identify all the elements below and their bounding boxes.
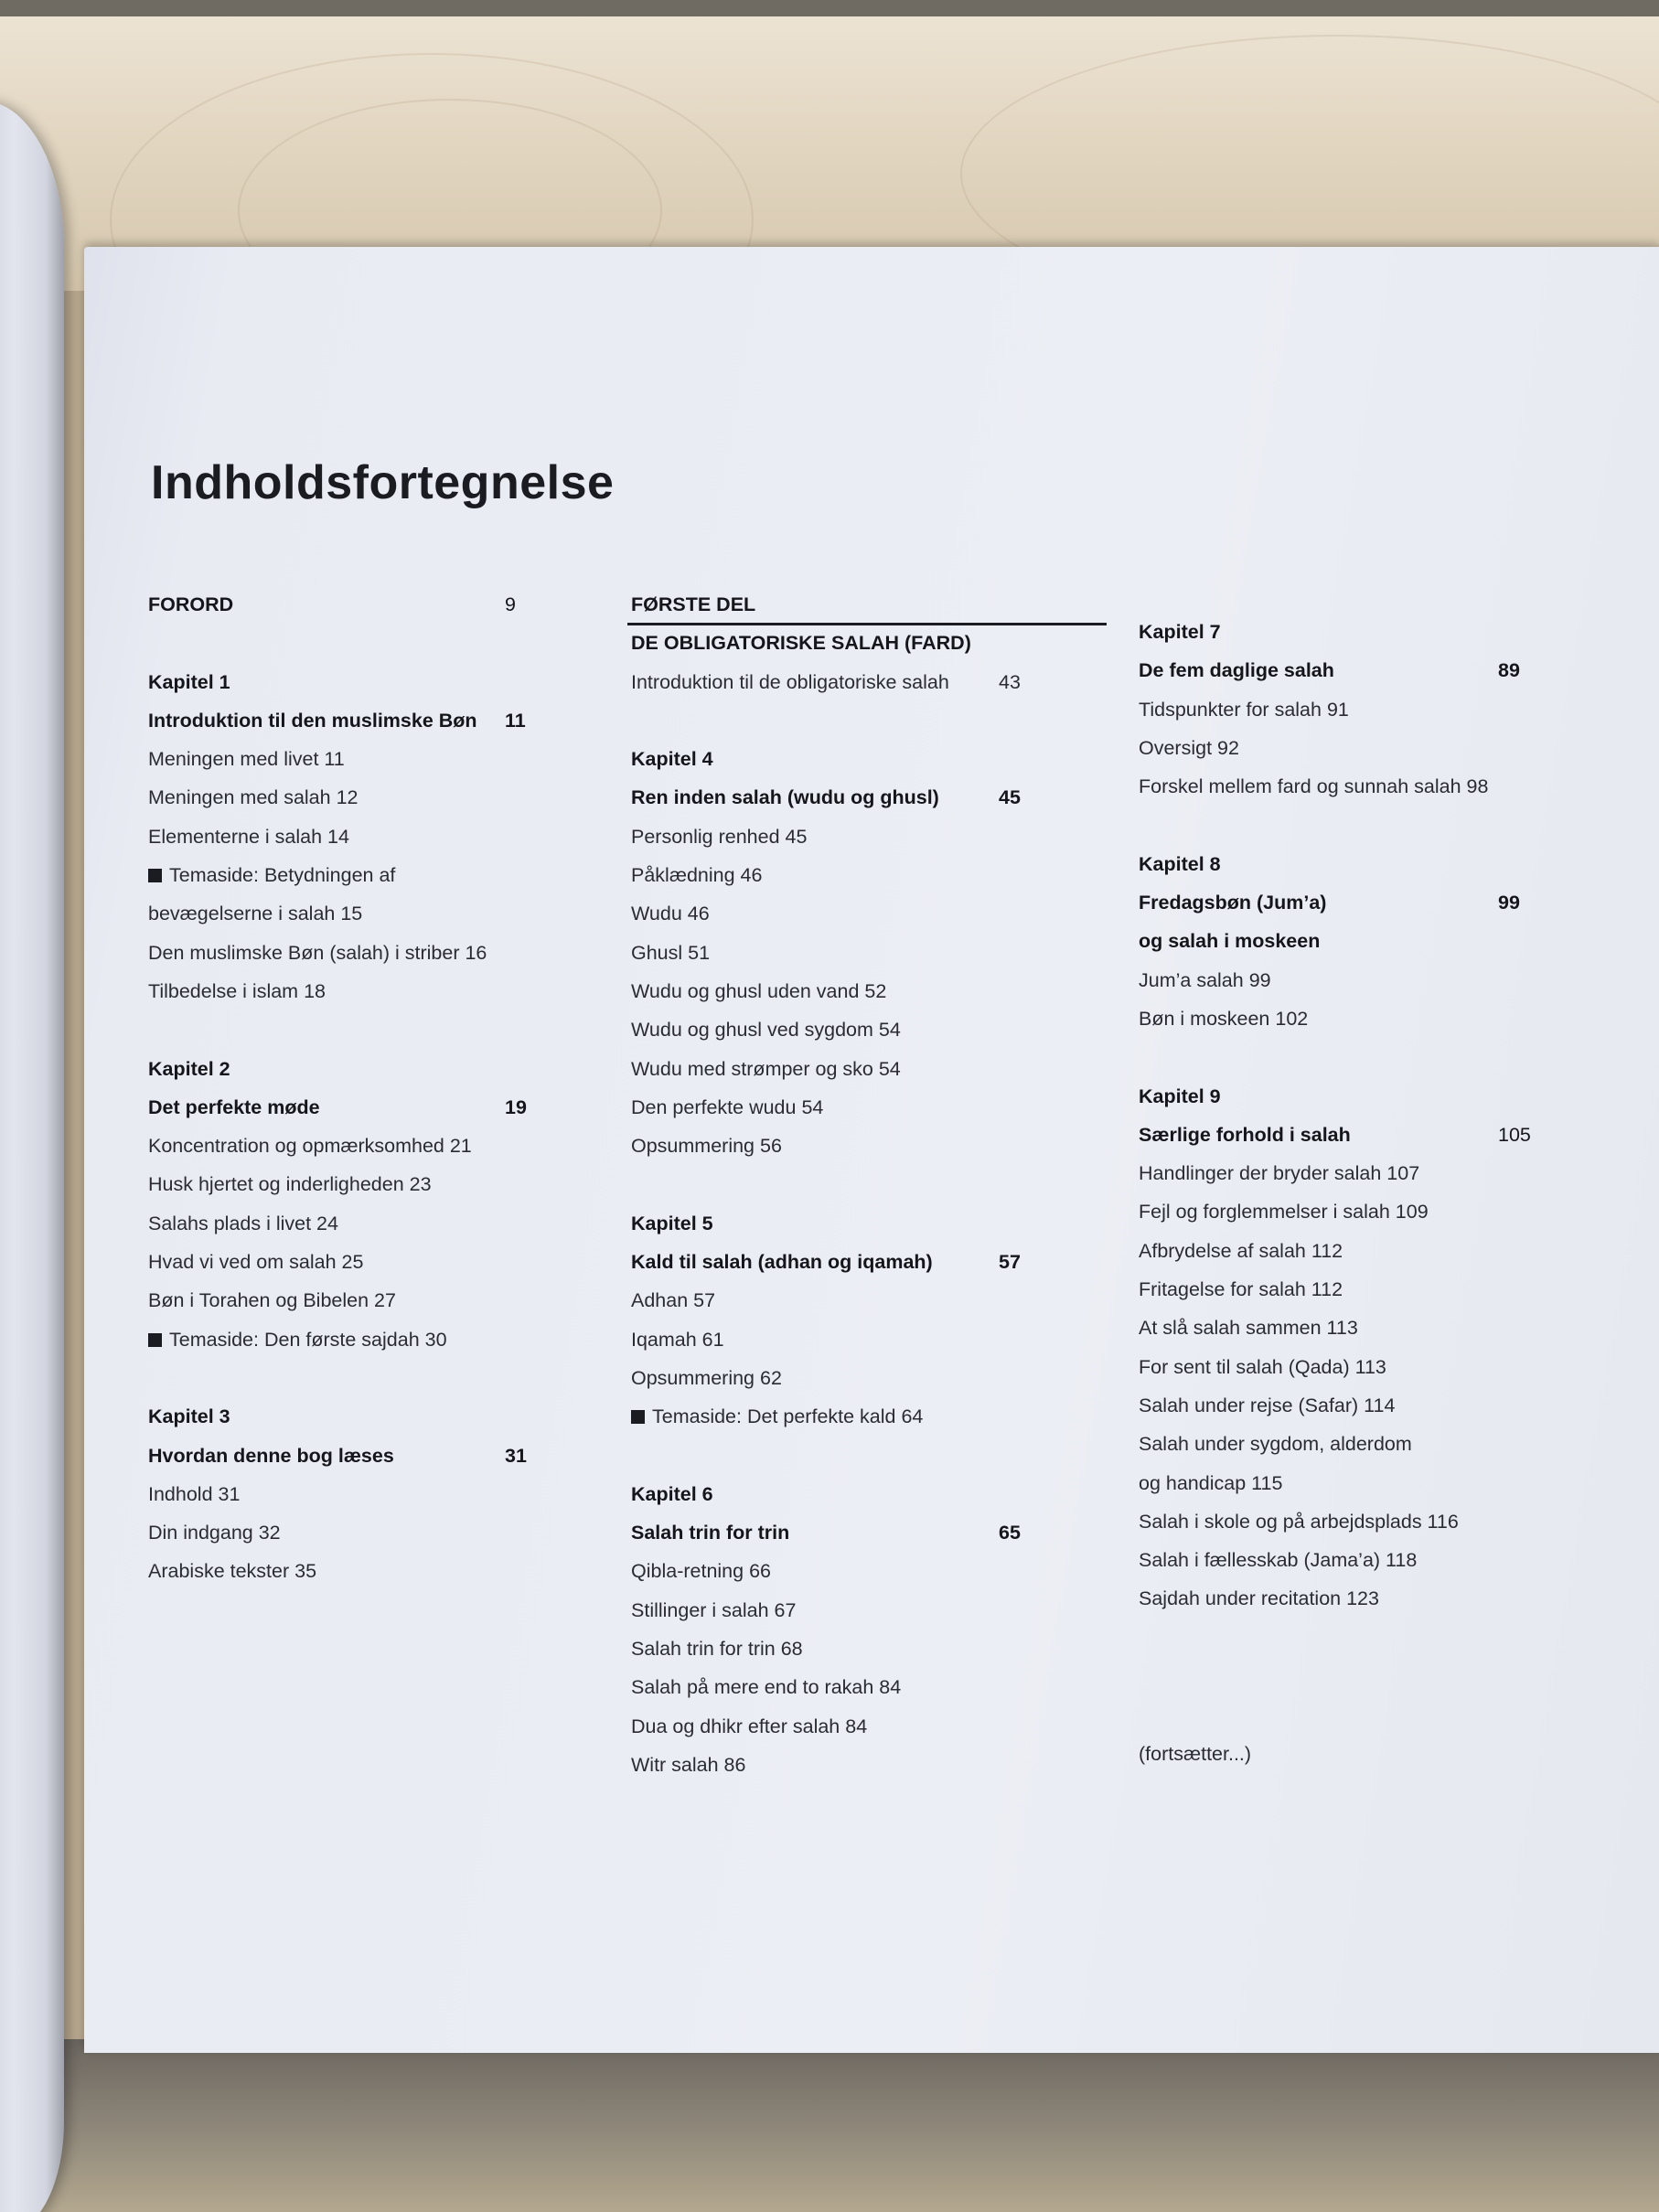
toc-entry [631,934,1107,972]
toc-page-number: 99 [1498,892,1520,914]
toc-heading [148,701,532,740]
theme-page-bullet-icon [148,869,162,882]
toc-page-number: 19 [505,1095,527,1118]
toc-entry [1139,690,1550,729]
toc-entry-text: Jum’a salah 99 [1139,968,1271,991]
toc-heading [148,1088,532,1127]
toc-entry-text: Kapitel 3 [148,1405,230,1428]
toc-entry-text: Oversigt 92 [1139,736,1239,759]
toc-entry [1139,1425,1550,1463]
toc-entry-text: Temaside: Betydningen af [169,864,396,887]
toc-entry-text: Wudu og ghusl ved sygdom 54 [631,1019,901,1042]
toc-entry [631,1746,1107,1784]
toc-entry [148,1204,532,1243]
toc-entry [631,1668,1107,1706]
toc-entry-text: Ren inden salah (wudu og ghusl) [631,786,939,809]
toc-entry-text: Kapitel 7 [1139,621,1221,643]
toc-spacer [1139,806,1550,844]
toc-entry-text: Kapitel 9 [1139,1085,1221,1107]
toc-column-3 [1139,613,1550,1773]
toc-entry [148,1127,532,1165]
toc-entry-text: Personlig renhed 45 [631,825,808,848]
toc-heading [631,778,1107,817]
toc-entry-text: Temaside: Den første sajdah 30 [169,1328,447,1351]
toc-entry-text: Kapitel 1 [148,670,230,693]
toc-entry-text: Kapitel 4 [631,748,713,771]
toc-heading [1139,1077,1550,1116]
toc-heading [1139,613,1550,651]
toc-entry-text: Din indgang 32 [148,1522,281,1544]
toc-entry-text: Handlinger der bryder salah 107 [1139,1162,1420,1185]
toc-entry [1139,1348,1550,1386]
toc-entry [1139,961,1550,999]
toc-entry [631,856,1107,894]
toc-page-number: 89 [1498,659,1520,682]
toc-entry-text: Fejl og forglemmelser i salah 109 [1139,1201,1429,1224]
toc-entry [631,1552,1107,1590]
toc-heading [631,624,1107,662]
toc-entry-text: Den muslimske Bøn (salah) i striber 16 [148,941,487,964]
toc-entry-text: At slå salah sammen 113 [1139,1317,1358,1340]
toc-entry-text: Tidspunkter for salah 91 [1139,698,1349,721]
toc-entry-text: Kald til salah (adhan og iqamah) [631,1251,933,1274]
toc-entry-text: Kapitel 5 [631,1212,713,1234]
toc-entry [148,1475,532,1513]
toc-entry-text: Hvad vi ved om salah 25 [148,1251,364,1274]
toc-heading [1139,651,1550,689]
toc-entry [148,972,532,1010]
toc-entry-text: (fortsætter...) [1139,1742,1252,1765]
toc-entry [148,1243,532,1281]
toc-heading [631,1513,1107,1552]
toc-heading [1139,883,1550,922]
toc-entry-text: Sajdah under recitation 123 [1139,1587,1379,1610]
toc-page-number: 45 [999,786,1021,809]
toc-entry-text: Introduktion til de obligatoriske salah [631,670,949,693]
toc-entry [1139,1579,1550,1618]
toc-entry [148,1552,532,1590]
toc-entry [1139,1270,1550,1309]
toc-heading [148,1437,532,1475]
toc-entry-text: Tilbedelse i islam 18 [148,979,326,1002]
toc-heading [148,585,532,624]
toc-entry-text: Wudu 46 [631,903,710,925]
toc-entry-text: Hvordan denne bog læses [148,1444,394,1467]
toc-entry-text: Stillinger i salah 67 [631,1598,797,1621]
toc-entry [148,1281,532,1320]
toc-page-number: 31 [505,1444,527,1467]
toc-entry-text: Bøn i Torahen og Bibelen 27 [148,1289,396,1312]
toc-entry-text: Særlige forhold i salah [1139,1123,1351,1146]
toc-entry [1139,999,1550,1038]
toc-entry-text: Introduktion til den muslimske Bøn [148,709,477,732]
toc-entry [1139,1386,1550,1425]
toc-entry [148,778,532,817]
toc-entry [148,1165,532,1203]
toc-heading [631,585,1107,624]
toc-spacer [148,1010,532,1049]
toc-entry-text: og handicap 115 [1139,1471,1283,1494]
toc-entry-text: Opsummering 62 [631,1366,782,1389]
toc-entry-text: Den perfekte wudu 54 [631,1095,824,1118]
toc-entry-text: Opsummering 56 [631,1135,782,1158]
toc-heading [148,1050,532,1088]
toc-spacer [631,1437,1107,1475]
toc-entry-text: Witr salah 86 [631,1753,746,1776]
toc-entry-text: bevægelserne i salah 15 [148,903,363,925]
toc-entry-text: FØRSTE DEL [631,593,756,615]
toc-page-number: 11 [505,709,526,732]
toc-page-number: 9 [505,593,516,615]
toc-entry-text: Fredagsbøn (Jum’a) [1139,892,1327,914]
toc-entry [1139,1502,1550,1541]
toc-entry [631,1591,1107,1630]
toc-entry [148,1320,532,1359]
table-shadow-area [0,2039,1659,2212]
toc-entry-text: Kapitel 2 [148,1057,230,1080]
toc-entry-text: Indhold 31 [148,1482,241,1505]
toc-entry [1139,1232,1550,1270]
toc-entry-text: Meningen med livet 11 [148,748,345,771]
theme-page-bullet-icon [631,1410,645,1424]
toc-spacer [1139,1657,1550,1695]
toc-entry-text: Salah under sygdom, alderdom [1139,1433,1412,1456]
toc-heading [631,1475,1107,1513]
toc-entry-text: Iqamah 61 [631,1328,724,1351]
toc-entry [631,972,1107,1010]
toc-entry-text: Salah trin for trin [631,1522,790,1544]
page-title: Indholdsfortegnelse [151,456,615,509]
background-edge [0,0,1659,16]
toc-spacer [148,1359,532,1397]
toc-spacer [1139,1695,1550,1734]
toc-entry [1139,1192,1550,1231]
toc-entry-text: Ghusl 51 [631,941,711,964]
toc-entry-text: Wudu med strømper og sko 54 [631,1057,901,1080]
toc-spacer [631,701,1107,740]
toc-entry-text: Koncentration og opmærksomhed 21 [148,1135,472,1158]
toc-entry-text: Temaside: Det perfekte kald 64 [652,1405,924,1428]
toc-entry [1139,1541,1550,1579]
toc-entry-text: Kapitel 6 [631,1482,713,1505]
toc-heading [1139,1116,1550,1154]
toc-entry [631,1088,1107,1127]
toc-entry [631,894,1107,933]
toc-entry-text: Bøn i moskeen 102 [1139,1007,1309,1030]
toc-entry [631,663,1107,701]
toc-entry-text: Fritagelse for salah 112 [1139,1278,1343,1301]
toc-entry [631,1320,1107,1359]
toc-entry-text: Salah i skole og på arbejdsplads 116 [1139,1510,1459,1533]
toc-heading [1139,845,1550,883]
toc-entry [631,1281,1107,1320]
toc-entry-text: Salah trin for trin 68 [631,1638,803,1661]
toc-column-1 [148,585,532,1591]
toc-spacer [1139,1619,1550,1657]
toc-entry-text: Afbrydelse af salah 112 [1139,1239,1343,1262]
toc-entry [148,934,532,972]
left-page-curl [0,101,64,2212]
toc-entry [631,1359,1107,1397]
toc-entry-text: Salahs plads i livet 24 [148,1212,338,1234]
toc-entry [1139,767,1550,806]
toc-spacer [1139,1038,1550,1076]
toc-column-2 [631,585,1107,1784]
toc-entry [1139,729,1550,767]
toc-entry-text: Husk hjertet og inderligheden 23 [148,1173,432,1196]
toc-entry-text: Wudu og ghusl uden vand 52 [631,979,887,1002]
toc-entry [631,817,1107,856]
toc-spacer [148,624,532,662]
toc-entry-text: Meningen med salah 12 [148,786,359,809]
toc-entry-text: Salah på mere end to rakah 84 [631,1676,902,1699]
toc-entry [148,1513,532,1552]
toc-spacer [631,1165,1107,1203]
toc-entry [631,1630,1107,1668]
toc-entry [631,1050,1107,1088]
toc-entry [1139,1154,1550,1192]
toc-page-number: 105 [1498,1123,1531,1146]
toc-entry [631,1010,1107,1049]
toc-heading [148,1397,532,1436]
toc-page-number: 65 [999,1522,1021,1544]
toc-heading [631,740,1107,778]
toc-heading [1139,922,1550,960]
toc-heading [631,1204,1107,1243]
toc-entry-text: De fem daglige salah [1139,659,1334,682]
toc-entry-text: Qibla-retning 66 [631,1560,771,1583]
toc-page-number: 43 [999,670,1021,693]
toc-entry [631,1397,1107,1436]
toc-entry [148,817,532,856]
toc-entry-text: FORORD [148,593,234,615]
toc-heading [148,663,532,701]
toc-entry [148,894,532,933]
theme-page-bullet-icon [148,1333,162,1347]
toc-entry-text: Påklædning 46 [631,864,763,887]
toc-entry-text: For sent til salah (Qada) 113 [1139,1355,1386,1378]
toc-entry [631,1707,1107,1746]
toc-heading [631,1243,1107,1281]
toc-entry-text: Adhan 57 [631,1289,716,1312]
toc-entry-text: Kapitel 8 [1139,852,1221,875]
toc-entry [631,1127,1107,1165]
toc-entry-text: Elementerne i salah 14 [148,825,349,848]
toc-entry-text: Salah under rejse (Safar) 114 [1139,1394,1396,1416]
toc-entry-text: DE OBLIGATORISKE SALAH (FARD) [631,632,971,655]
toc-entry-text: Dua og dhikr efter salah 84 [631,1715,868,1737]
toc-entry-text: og salah i moskeen [1139,930,1321,953]
toc-entry-text: Forskel mellem fard og sunnah salah 98 [1139,775,1489,798]
toc-entry [148,856,532,894]
toc-entry-text: Salah i fællesskab (Jama’a) 118 [1139,1549,1418,1572]
toc-entry-text: Det perfekte møde [148,1095,320,1118]
toc-entry [1139,1464,1550,1502]
toc-entry [1139,1735,1550,1773]
toc-page-number: 57 [999,1251,1021,1274]
toc-entry-text: Arabiske tekster 35 [148,1560,317,1583]
toc-entry [1139,1309,1550,1347]
toc-entry [148,740,532,778]
